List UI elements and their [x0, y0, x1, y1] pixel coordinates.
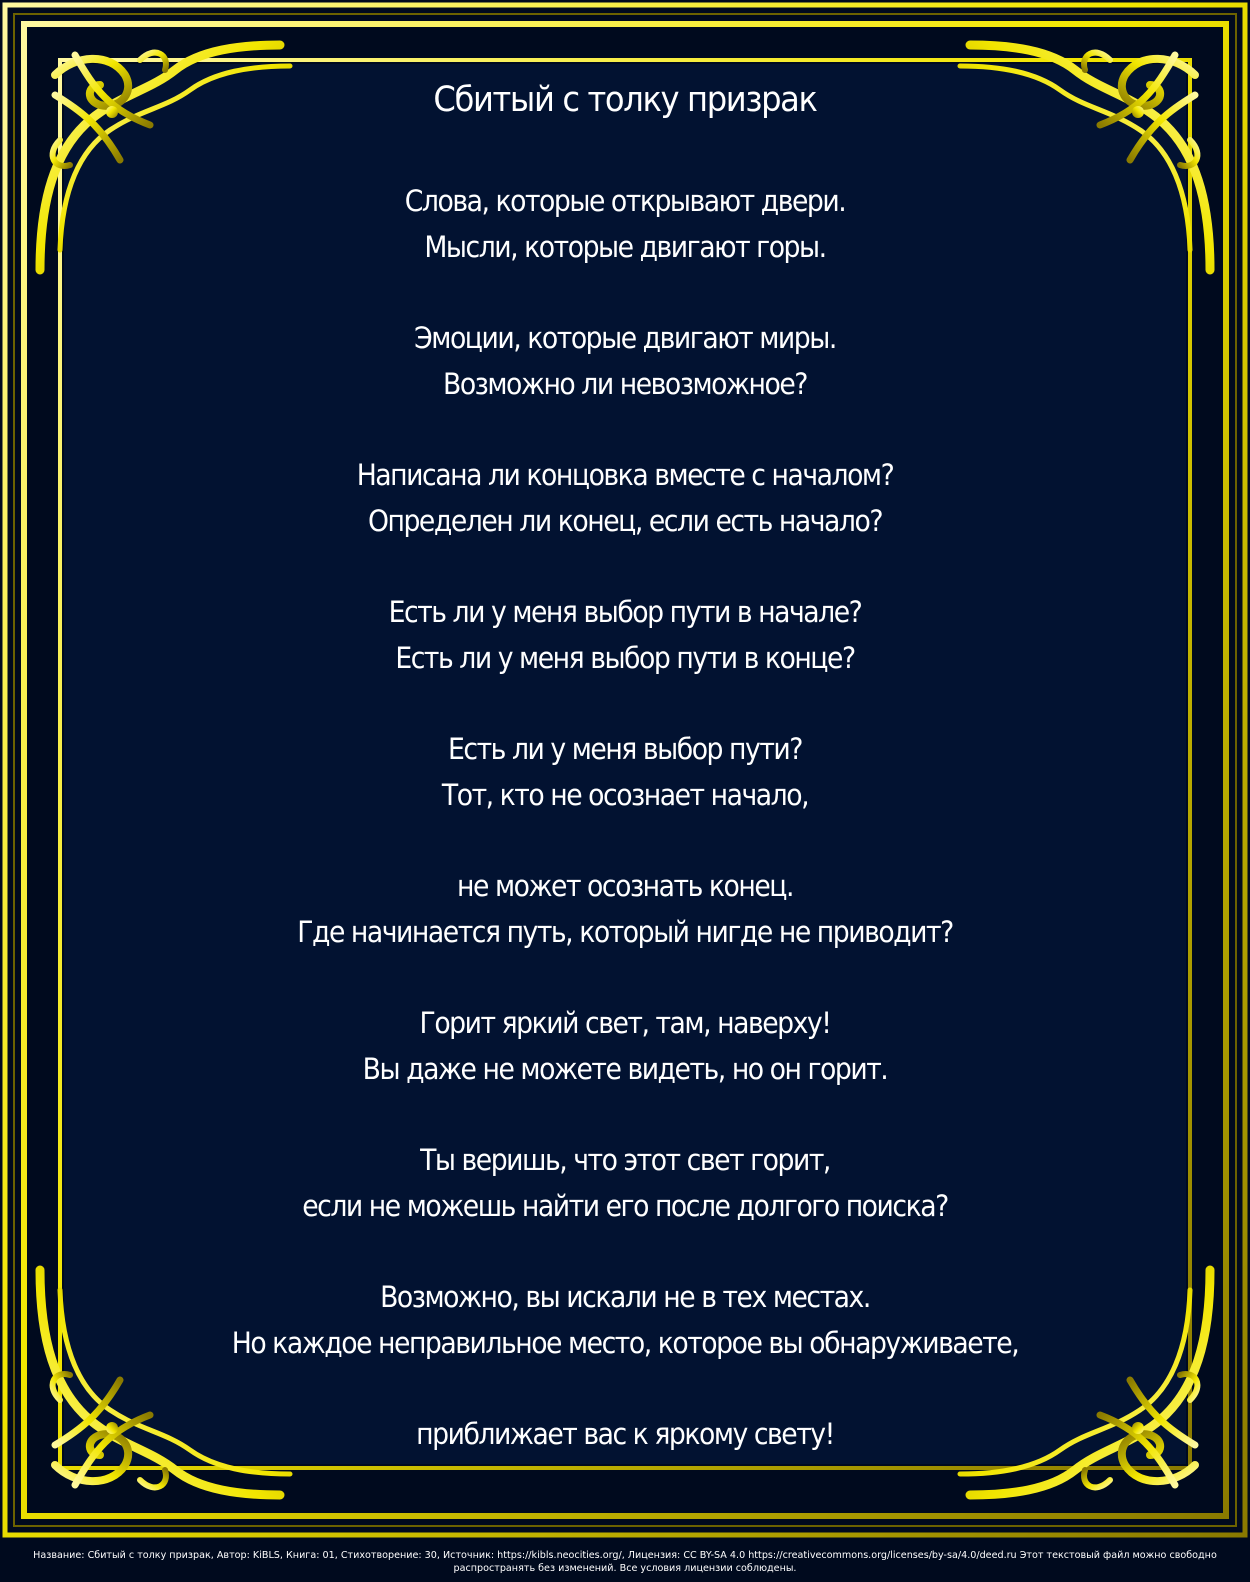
poem-line: Мысли, которые двигают горы.: [424, 230, 826, 264]
stanza: [0, 1274, 1250, 1411]
poem-line: Написана ли концовка вместе с началом?: [356, 458, 894, 492]
poem-line: Определен ли конец, если есть начало?: [367, 504, 883, 538]
poem-line: Тот, кто не осознает начало,: [441, 778, 809, 812]
poem-title: Сбитый с толку призрак: [433, 80, 817, 120]
footer-line: Название: Сбитый с толку призрак, Автор: KiBLS, Книга: 01, Стихотворение: 30, Источник: https://kibls.neocities.org/, Лицензия: CC BY-SA 4.0 https://creativecommons.org/licenses/by-sa/4.0/deed.ru Этот текстовый файл можно свободно: [33, 1550, 1217, 1561]
poem-line: Есть ли у меня выбор пути в конце?: [395, 641, 855, 675]
poem-line: Горит яркий свет, там, наверху!: [419, 1006, 831, 1040]
poem-body: [0, 178, 1250, 1548]
license-footer: [0, 1549, 1250, 1575]
stanza: [0, 1000, 1250, 1137]
poem-line: Ты веришь, что этот свет горит,: [420, 1143, 830, 1177]
poem-line: Слова, которые открывают двери.: [404, 184, 846, 218]
stanza: [0, 863, 1250, 1000]
stanza: [0, 726, 1250, 863]
poem-line: Где начинается путь, который нигде не приводит?: [297, 915, 953, 949]
poem-line: не может осознать конец.: [457, 869, 793, 903]
poem-line: Эмоции, которые двигают миры.: [414, 321, 836, 355]
poem-line: Есть ли у меня выбор пути?: [448, 732, 802, 766]
footer-line: распространять без изменений. Все условия лицензии соблюдены.: [453, 1563, 797, 1574]
poem-line: Вы даже не можете видеть, но он горит.: [362, 1052, 888, 1086]
poem-line: если не можешь найти его после долгого поиска?: [302, 1189, 948, 1223]
poem-line: Возможно, вы искали не в тех местах.: [380, 1280, 870, 1314]
stanza: [0, 178, 1250, 315]
stanza: [0, 1411, 1250, 1548]
poem-line: Есть ли у меня выбор пути в начале?: [388, 595, 862, 629]
poem-line: Возможно ли невозможное?: [442, 367, 808, 401]
stanza: [0, 315, 1250, 452]
stanza: [0, 589, 1250, 726]
stanza: [0, 1137, 1250, 1274]
poem-line: Но каждое неправильное место, которое вы обнаруживаете,: [231, 1326, 1019, 1360]
poem-line: приближает вас к яркому свету!: [416, 1417, 834, 1451]
stanza: [0, 452, 1250, 589]
